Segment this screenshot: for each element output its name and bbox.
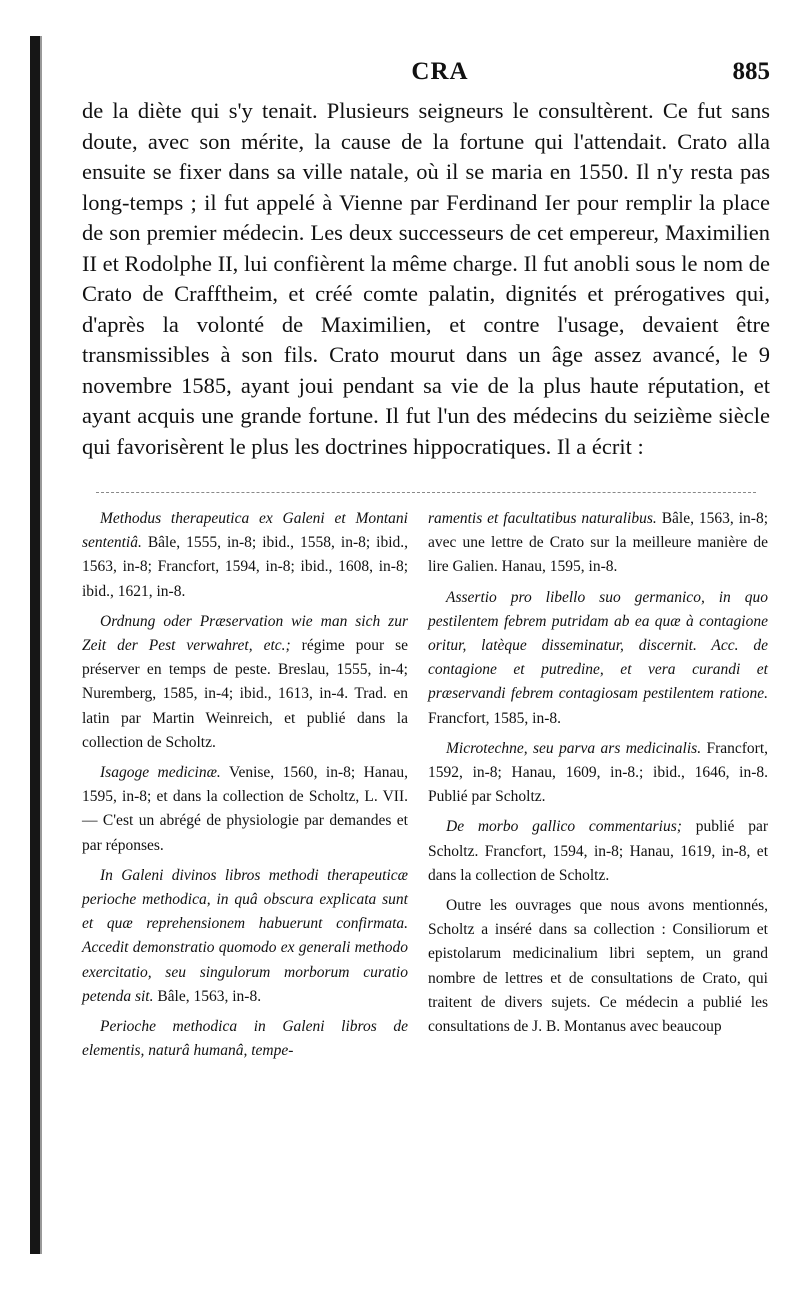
bibliography-entry	[82, 864, 408, 1009]
work-title: ramentis et facultatibus naturalibus.	[428, 510, 657, 527]
publication-detail: Venise, 1560, in-8; Hanau, 1595, in-8; et dans la collection de Scholtz, L. VII. — C'est un abrégé de physiologie par demandes et par réponses.	[82, 764, 408, 854]
bibliography-entry	[82, 610, 408, 755]
section-divider	[96, 492, 756, 493]
work-title: De morbo gallico commentarius;	[446, 818, 682, 836]
closing-paragraph	[428, 894, 768, 1039]
work-title: Methodus therapeutica ex Galeni et Montani sententiâ.	[82, 510, 408, 552]
intro-paragraph: de la diète qui s'y tenait. Plusieurs seigneurs le consultèrent. Ce fut sans doute, avec son mérite, la cause de la fortune qui l'attendait. Crato alla ensuite se fixer dans sa ville natale, où il se maria en 1550. Il n'y resta pas long-temps ; il fut appelé à Vienne par Ferdinand Ier pour remplir la place de son premier médecin. Les deux successeurs de cet empereur, Maximilien II et Rodolphe II, lui confièrent la même charge. Il fut anobli sous le nom de Crato de Crafftheim, et créé comte palatin, dignités et prérogatives qui, d'après la volonté de Maximilien, et contre l'usage, devaient être transmissibles à son fils. Crato mourut dans un âge assez avancé, le 9 novembre 1585, ayant joui pendant sa vie de la plus haute réputation, et ayant acquis une grande fortune. Il fut l'un des médecins du seizième siècle qui favorisèrent le plus les doctrines hippocratiques. Il a écrit :	[82, 98, 770, 459]
work-title: Perioche methodica in Galeni libros de elementis, naturâ humanâ, tempe-	[82, 1018, 408, 1060]
bibliography-left-column	[82, 507, 408, 1063]
bibliography-entry	[428, 586, 768, 731]
bibliography-entry	[428, 815, 768, 888]
binding-shadow	[40, 36, 42, 1254]
bibliography-entry	[82, 761, 408, 858]
publication-detail: régime pour se préserver en temps de peste. Breslau, 1555, in-4; Nuremberg, 1585, in-4; ibid., 1613, in-4. Trad. en latin par Martin Weinreich, et publié dans la collection de Scholtz.	[82, 637, 409, 751]
publication-detail: Francfort, 1592, in-8; Hanau, 1609, in-8.; ibid., 1646, in-8. Publié par Scholtz.	[428, 739, 768, 806]
bibliography-entry	[428, 737, 768, 810]
bibliography-right-column	[428, 507, 768, 1039]
work-title: Assertio pro libello suo germanico, in quo pestilentem febrem putridam ab ea quæ à contagione oritur, latèque disseminatur, discernit. Acc. de contagione et putredine, et vera curandi et præservandi febrem contagiosam pestilentem ratione.	[428, 588, 768, 703]
publication-detail: Bâle, 1555, in-8; ibid., 1558, in-8; ibid., 1563, in-8; Francfort, 1594, in-8; ibid., 1608, in-8; ibid., 1621, in-8.	[82, 534, 408, 600]
publication-detail: Bâle, 1563, in-8.	[157, 987, 262, 1005]
work-title: In Galeni divinos libros methodi therapeuticæ perioche methodica, in quâ obscura explicata sunt et quæ reprehensionem habuerunt confirmata. Accedit demonstratio quomodo ex generali methodo exercitatio, seu singulorum morborum curatio petenda sit.	[82, 866, 408, 1005]
work-title: Microtechne, seu parva ars medicinalis.	[446, 739, 702, 757]
publication-detail: Bâle, 1563, in-8; avec une lettre de Crato sur la meilleure manière de lire Galien. Hanau, 1595, in-8.	[428, 510, 769, 576]
work-title: Isagoge medicinæ.	[100, 764, 221, 782]
work-title: Ordnung oder Præservation wie man sich zur Zeit der Pest verwahret, etc.;	[82, 612, 408, 655]
page-number: 885	[732, 58, 770, 85]
binding-edge	[30, 36, 40, 1254]
publication-detail: Outre les ouvrages que nous avons mentionnés, Scholtz a inséré dans sa collection : Consiliorum et epistolarum medicinalium libri septem, un grand nombre de lettres et de consultations de Crato, qui traitent de divers sujets. Ce médecin a publié les consultations de J. B. Montanus avec beaucoup	[428, 897, 768, 1036]
running-header	[0, 58, 800, 92]
publication-detail: publié par Scholtz. Francfort, 1594, in-8; Hanau, 1619, in-8, et dans la collection de Scholtz.	[428, 818, 768, 884]
bibliography-entry	[82, 507, 408, 604]
bibliography-entry	[82, 1015, 408, 1063]
publication-detail: Francfort, 1585, in-8.	[428, 709, 562, 727]
bibliography-entry-continued	[428, 507, 768, 580]
running-title: CRA	[411, 58, 469, 85]
